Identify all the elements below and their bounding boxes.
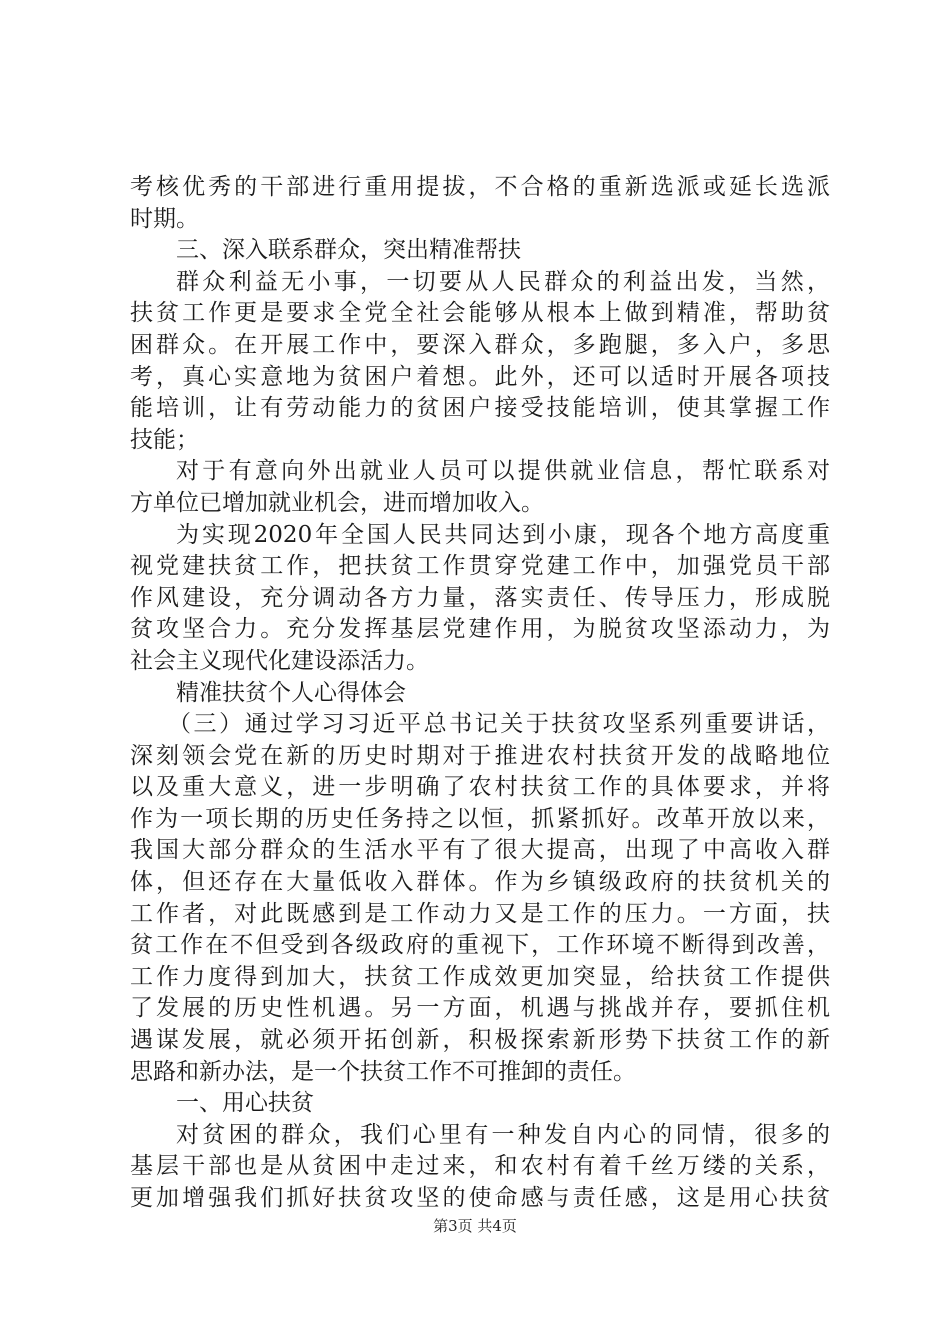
body-line: 考，真心实意地为贫困户着想。此外，还可以适时开展各项技 xyxy=(130,363,830,390)
body-line: 体，但还存在大量低收入群体。作为乡镇级政府的扶贫机关的 xyxy=(130,869,830,896)
body-line: 以及重大意义，进一步明确了农村扶贫工作的具体要求，并将 xyxy=(130,774,830,801)
body-line: 扶贫工作更是要求全党全社会能够从根本上做到精准，帮助贫 xyxy=(130,300,830,327)
body-line: 基层干部也是从贫困中走过来，和农村有着千丝万缕的关系， xyxy=(130,1153,830,1180)
document-body xyxy=(130,172,830,1215)
body-line: 贫攻坚合力。充分发挥基层党建作用，为脱贫攻坚添动力，为 xyxy=(130,616,830,643)
body-line: 更加增强我们抓好扶贫攻坚的使命感与责任感，这是用心扶贫 xyxy=(130,1185,830,1211)
body-line: 考核优秀的干部进行重用提拔，不合格的重新选派或延长选派 xyxy=(130,174,830,200)
section-heading: 三、深入联系群众，突出精准帮扶 xyxy=(176,237,521,264)
body-line: 作风建设，充分调动各方力量，落实责任、传导压力，形成脱 xyxy=(130,584,830,611)
body-line: 我国大部分群众的生活水平有了很大提高，出现了中高收入群 xyxy=(130,837,830,864)
body-line: 视党建扶贫工作，把扶贫工作贯穿党建工作中，加强党员干部 xyxy=(130,553,830,580)
section-heading: 一、用心扶贫 xyxy=(176,1090,314,1117)
body-line: 贫工作在不但受到各级政府的重视下，工作环境不断得到改善， xyxy=(130,932,830,959)
body-line: 工作力度得到加大，扶贫工作成效更加突显，给扶贫工作提供 xyxy=(130,963,830,990)
page-number-footer: 第3页 共4页 xyxy=(433,1217,517,1235)
body-line: 了发展的历史性机遇。另一方面，机遇与挑战并存，要抓住机 xyxy=(130,995,830,1022)
body-line: 能培训，让有劳动能力的贫困户接受技能培训，使其掌握工作 xyxy=(130,395,830,422)
body-line: 对于有意向外出就业人员可以提供就业信息，帮忙联系对 xyxy=(176,458,830,485)
body-line: 对贫困的群众，我们心里有一种发自内心的同情，很多的 xyxy=(176,1121,830,1148)
body-line: （三）通过学习习近平总书记关于扶贫攻坚系列重要讲话， xyxy=(168,711,830,738)
body-line: 困群众。在开展工作中，要深入群众，多跑腿，多入户，多思 xyxy=(130,331,830,358)
body-line: 工作者，对此既感到是工作动力又是工作的压力。一方面，扶 xyxy=(130,900,830,927)
body-line: 深刻领会党在新的历史时期对于推进农村扶贫开发的战略地位 xyxy=(130,742,830,769)
body-line: 遇谋发展，就必须开拓创新，积极探索新形势下扶贫工作的新 xyxy=(130,1027,830,1054)
body-line: 为实现2020年全国人民共同达到小康，现各个地方高度重 xyxy=(176,521,830,548)
body-line: 群众利益无小事，一切要从人民群众的利益出发，当然， xyxy=(176,268,830,295)
body-line: 社会主义现代化建设添活力。 xyxy=(130,647,429,674)
body-line: 时期。 xyxy=(130,205,199,232)
body-line: 思路和新办法，是一个扶贫工作不可推卸的责任。 xyxy=(130,1058,636,1085)
section-title: 精准扶贫个人心得体会 xyxy=(176,679,406,706)
body-line: 作为一项长期的历史任务持之以恒，抓紧抓好。改革开放以来， xyxy=(130,805,830,832)
body-line: 技能； xyxy=(130,426,199,453)
body-line: 方单位已增加就业机会，进而增加收入。 xyxy=(130,489,544,516)
